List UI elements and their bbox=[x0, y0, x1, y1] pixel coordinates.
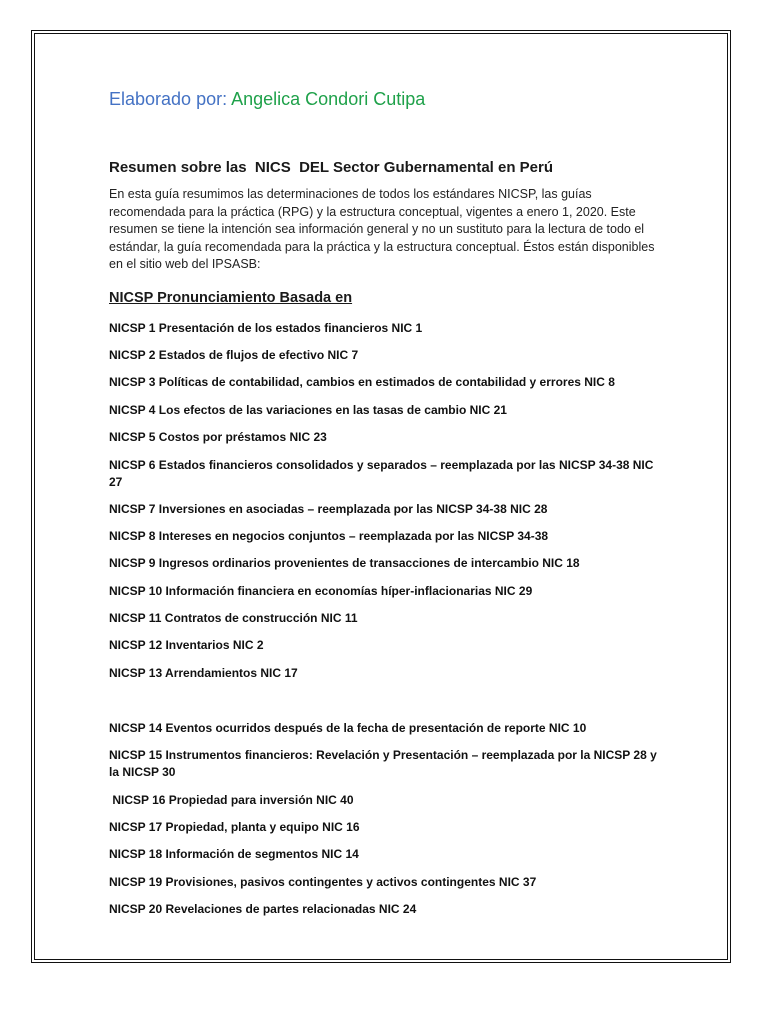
list-item: NICSP 12 Inventarios NIC 2 bbox=[109, 638, 264, 652]
list-item: NICSP 1 Presentación de los estados financieros NIC 1 bbox=[109, 321, 423, 335]
list-item: NICSP 16 Propiedad para inversión NIC 40 bbox=[109, 793, 354, 807]
list-item: NICSP 7 Inversiones en asociadas – reemplazada por las NICSP 34-38 NIC 28 bbox=[109, 502, 548, 516]
document-title: Resumen sobre las NICS DEL Sector Gubernamental en Perú bbox=[109, 159, 554, 176]
author-label: Elaborado por: bbox=[109, 89, 228, 109]
intro-paragraph: En esta guía resumimos las determinaciones de todos los estándares NICSP, las guías recomendada para la práctica (RPG) y la estructura conceptual, vigentes a enero 1, 2020. Este resumen se tiene la intención sea información general y no un sustituto para la lectura de todo el estándar, la guía recomendada para la práctica y la estructura conceptual. Éstos están disponibles en el sitio web del IPSASB: bbox=[109, 187, 655, 271]
list-item: NICSP 5 Costos por préstamos NIC 23 bbox=[109, 430, 327, 444]
list-item: NICSP 9 Ingresos ordinarios provenientes de transacciones de intercambio NIC 18 bbox=[109, 556, 580, 570]
list-item: NICSP 4 Los efectos de las variaciones en las tasas de cambio NIC 21 bbox=[109, 403, 507, 417]
list-item: NICSP 11 Contratos de construcción NIC 11 bbox=[109, 611, 358, 625]
author-line bbox=[109, 86, 669, 112]
list-item: NICSP 19 Provisiones, pasivos contingentes y activos contingentes NIC 37 bbox=[109, 875, 537, 889]
list-item: NICSP 20 Revelaciones de partes relacionadas NIC 24 bbox=[109, 902, 417, 916]
list-item: NICSP 15 Instrumentos financieros: Revelación y Presentación – reemplazada por la NICSP 28 y la NICSP 30 bbox=[109, 748, 657, 779]
list-item: NICSP 8 Intereses en negocios conjuntos – reemplazada por las NICSP 34-38 bbox=[109, 529, 549, 543]
section-heading: NICSP Pronunciamiento Basada en bbox=[109, 290, 353, 306]
list-item: NICSP 6 Estados financieros consolidados y separados – reemplazada por las NICSP 34-38 NIC 27 bbox=[109, 458, 654, 489]
list-item: NICSP 18 Información de segmentos NIC 14 bbox=[109, 847, 359, 861]
list-item: NICSP 10 Información financiera en economías híper-inflacionarias NIC 29 bbox=[109, 584, 533, 598]
list-item: NICSP 13 Arrendamientos NIC 17 bbox=[109, 666, 298, 680]
list-item: NICSP 14 Eventos ocurridos después de la fecha de presentación de reporte NIC 10 bbox=[109, 721, 587, 735]
list-item: NICSP 3 Políticas de contabilidad, cambios en estimados de contabilidad y errores NIC 8 bbox=[109, 375, 615, 389]
list-item: NICSP 2 Estados de flujos de efectivo NIC 7 bbox=[109, 348, 359, 362]
document-content bbox=[109, 86, 669, 916]
author-name: Angelica Condori Cutipa bbox=[231, 89, 426, 109]
list-item: NICSP 17 Propiedad, planta y equipo NIC 16 bbox=[109, 820, 360, 834]
